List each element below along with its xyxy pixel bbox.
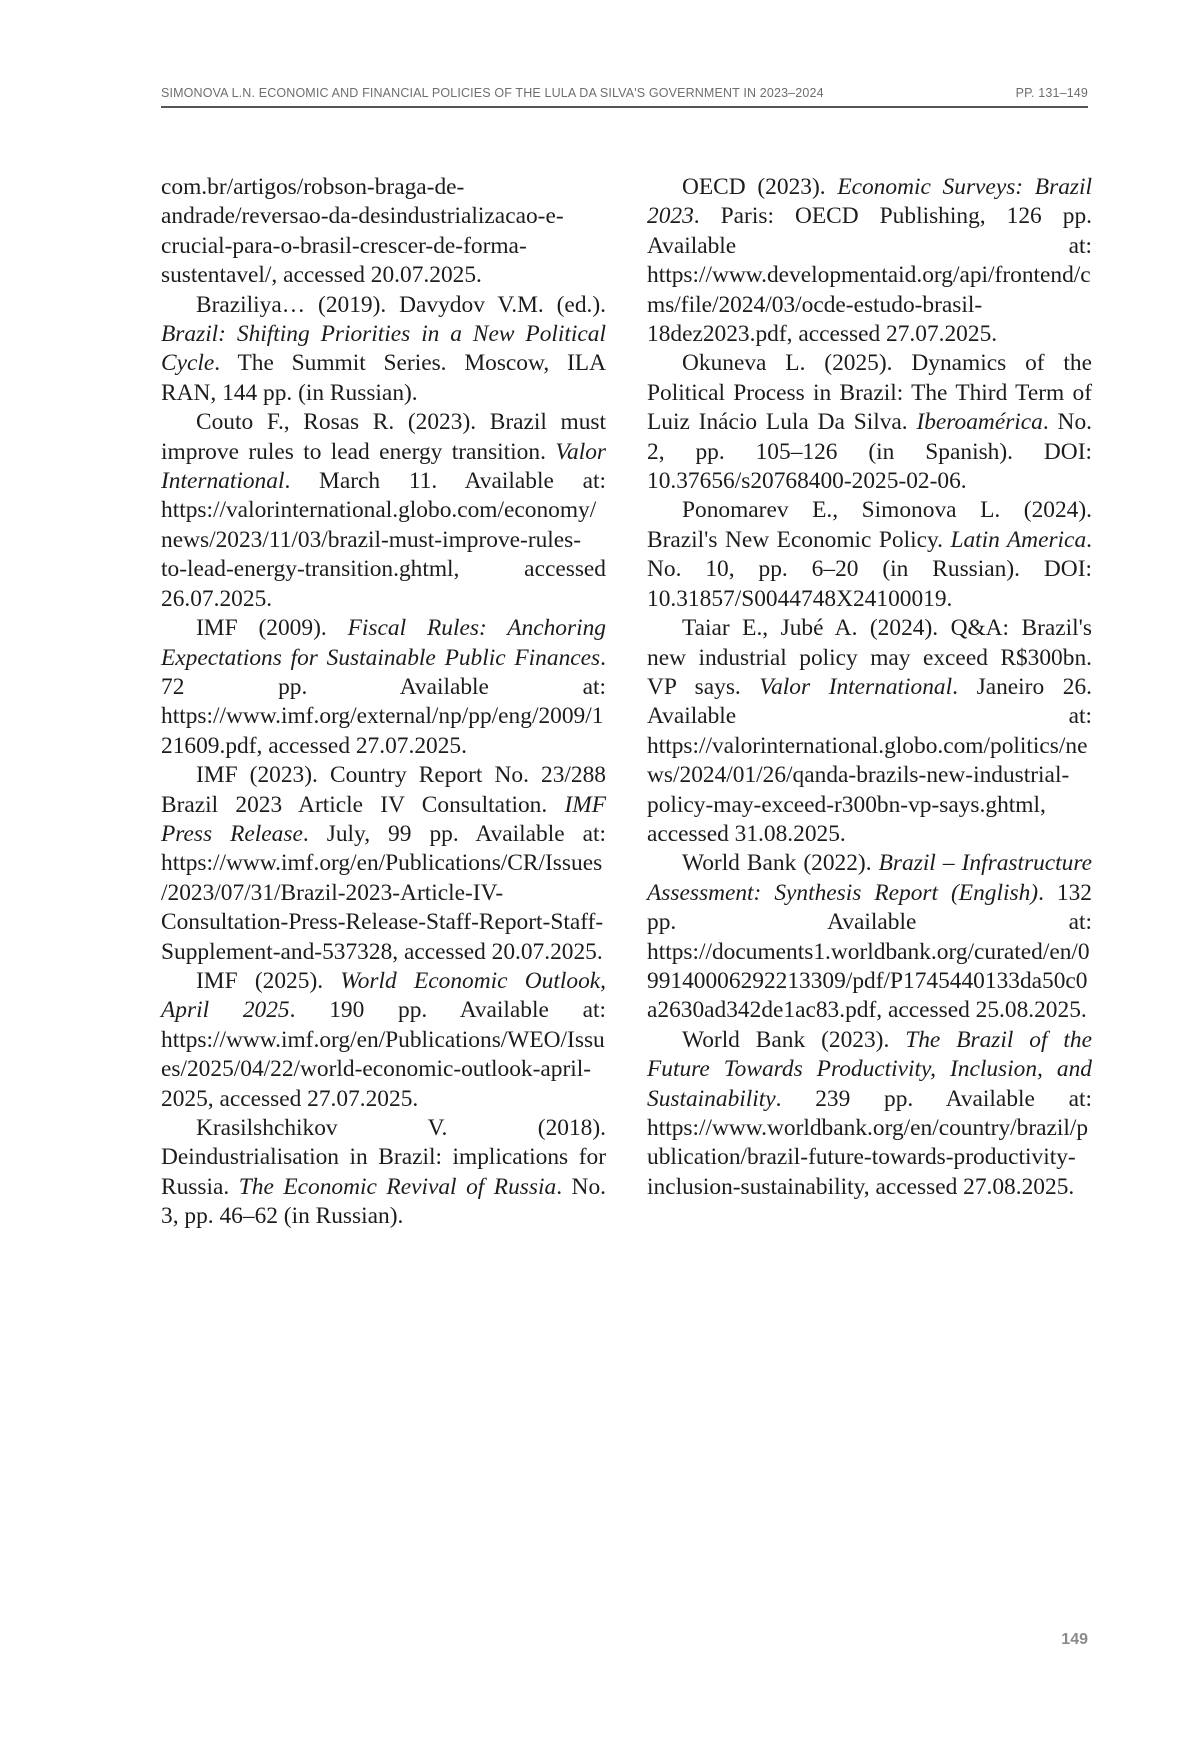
reference-entry [647,496,1092,614]
reference-entry [647,1026,1092,1202]
reference-italic-title: Brazil – Infrastructure Assessment: Synthesis Report (English) [647,850,1092,906]
reference-entry [647,614,1092,849]
reference-text: IMF (2009). [196,615,348,642]
reference-text: . No. 10, pp. 6–20 (in Russian). DOI: 10.31857/S0044748X24100019. [647,526,1092,612]
reference-text: World Bank (2022). [682,850,879,877]
reference-entry [647,849,1092,1025]
reference-italic-title: Economic Surveys: Brazil 2023 [647,174,1092,230]
running-title: SIMONOVA L.N. ECONOMIC AND FINANCIAL POLICIES OF THE LULA DA SILVA'S GOVERNMENT IN 2023–2024 [161,86,824,100]
reference-italic-title: Valor International [161,438,606,495]
references-left-column [161,173,606,1232]
reference-entry [647,173,1092,349]
reference-italic-title: Fiscal Rules: Anchoring Expectations for Sustainable Public Finances [161,615,606,671]
reference-italic-title: IMF Press Release [161,791,606,847]
reference-entry [161,173,606,291]
reference-entry [161,967,606,1114]
reference-text: IMF (2023). Country Report No. 23/288 Brazil 2023 Article IV Consultation. [161,762,606,818]
reference-italic-title: The Brazil of the Future Towards Productivity, Inclusion, and Sustainability [647,1026,1092,1112]
reference-entry [161,408,606,614]
reference-italic-title: Brazil: Shifting Priorities in a New Political Cycle [161,321,606,377]
reference-text: . 132 pp. Available at: https://documents1.worldbank.org/curated/en/099140006292213309/pdf/P1745440133da50c0a2630ad342de1ac83.pdf, accessed 25.08.2025. [647,879,1092,1024]
reference-text: OECD (2023). [682,174,838,200]
references-right-column [647,173,1092,1202]
reference-text: . No. 3, pp. 46–62 (in Russian). [161,1173,606,1230]
reference-text: . The Summit Series. Moscow, ILA RAN, 144 pp. (in Russian). [161,350,606,406]
reference-text: com.br/artigos/robson-braga-de-andrade/reversao-da-desindustrializacao-e-crucial-para-o-brasil-crescer-de-forma-sustentavel/, accessed 20.07.2025. [161,174,564,289]
reference-italic-title: The Economic Revival of Russia [238,1173,557,1200]
reference-text: Couto F., Rosas R. (2023). Brazil must improve rules to lead energy transition. [161,409,606,465]
running-header [161,86,1088,108]
page-range: PP. 131–149 [1015,86,1088,100]
reference-italic-title: Latin America [950,526,1087,553]
reference-text: . 190 pp. Available at: https://www.imf.org/en/Publications/WEO/Issues/2025/04/22/world-economic-outlook-april-2025, accessed 27.07.2025. [161,997,606,1112]
reference-text: . July, 99 pp. Available at: https://www.imf.org/en/Publications/CR/Issues/2023/07/31/Brazil-2023-Article-IV-Consultation-Press-Release-Staff-Report-Staff-Supplement-and-537328, accessed 20.07.2025. [161,820,607,965]
reference-italic-title: Iberoamérica [916,409,1043,436]
reference-text: . Janeiro 26. Available at: https://valorinternational.globo.com/politics/news/2024/01/26/qanda-brazils-new-industrial-policy-may-exceed-r300bn-vp-says.ghtml, accessed 31.08.2025. [647,673,1092,847]
reference-entry [161,614,606,761]
reference-text: IMF (2025). [196,967,341,994]
reference-italic-title: World Economic Outlook, April 2025 [161,967,606,1024]
reference-text: . 239 pp. Available at: https://www.worldbank.org/en/country/brazil/publication/brazil-future-towards-productivity-inclusion-sustainability, accessed 27.08.2025. [647,1085,1092,1200]
reference-text: Ponomarev E., Simonova L. (2024). Brazil's New Economic Policy. [647,497,1092,553]
page-number: 149 [1061,1631,1088,1648]
reference-text: Krasilshchikov V. (2018). Deindustrialisation in Brazil: implications for Russia. [161,1115,606,1200]
reference-text: . 72 pp. Available at: https://www.imf.org/external/np/pp/eng/2009/121609.pdf, accessed 27.07.2025. [161,644,606,759]
reference-text: . Paris: OECD Publishing, 126 pp. Available at: https://www.developmentaid.org/api/frontend/cms/file/2024/03/ocde-estudo-brasil-18dez2023.pdf, accessed 27.07.2025. [647,203,1092,348]
reference-text: Braziliya… (2019). Davydov V.M. (ed.). [196,291,606,318]
reference-italic-title: Valor International [759,673,953,700]
reference-text: . No. 2, pp. 105–126 (in Spanish). DOI: 10.37656/s20768400-2025-02-06. [647,409,1092,495]
reference-text: . March 11. Available at: https://valorinternational.globo.com/economy/news/2023/11/03/brazil-must-improve-rules-to-lead-energy-transition.ghtml, accessed 26.07.2025. [161,468,606,612]
reference-entry [161,291,606,409]
reference-entry [161,761,606,967]
reference-text: Okuneva L. (2025). Dynamics of the Political Process in Brazil: The Third Term of Luiz Inácio Lula Da Silva. [647,350,1092,436]
reference-entry [647,349,1092,496]
reference-text: Taiar E., Jubé A. (2024). Q&A: Brazil's new industrial policy may exceed R$300bn. VP says. [647,615,1092,700]
reference-entry [161,1114,606,1232]
reference-text: World Bank (2023). [682,1026,906,1053]
